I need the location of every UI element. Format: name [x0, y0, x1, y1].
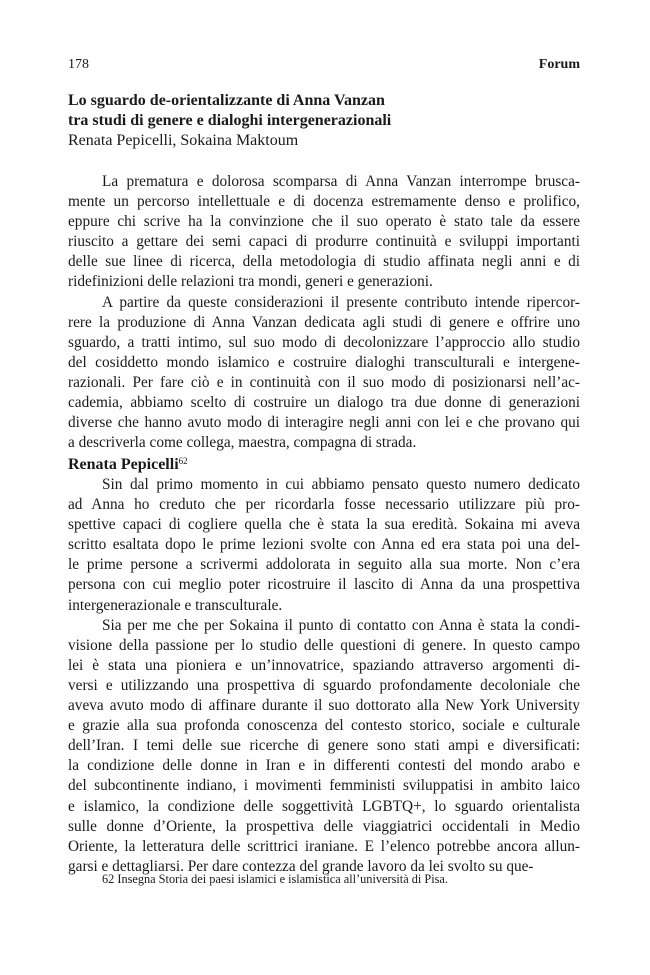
- paragraph: [68, 475, 580, 616]
- text-line: del cosiddetto mondo islamico e costruire dialoghi transculturali e intergene-: [68, 353, 580, 371]
- text-line: scritto esaltata dopo le prime lezioni svolte con Anna ed era stata poi una del-: [68, 536, 580, 554]
- text-line: garsi e dettagliarsi. Per dare contezza del grande lavoro da lei svolto su que-: [68, 857, 534, 875]
- text-line: La prematura e dolorosa scomparsa di Anna Vanzan interrompe brusca-: [102, 173, 580, 190]
- section-body: [68, 475, 580, 877]
- text-line: ridefinizioni delle relazioni tra mondi, generi e generazioni.: [68, 273, 433, 291]
- text-line: eppure chi scrive ha la convinzione che il suo operato è stato tale da essere: [68, 213, 580, 231]
- paragraph: [68, 172, 580, 293]
- text-line: Oriente, la letteratura delle scrittrici iraniane. E l’elenco potrebbe ancora allun-: [68, 837, 580, 855]
- title-line: tra studi di genere e dialoghi intergenerazionali: [68, 112, 392, 129]
- footnote: 62 Insegna Storia dei paesi islamici e islamistica all’università di Pisa.: [102, 872, 448, 886]
- text-line: aveva avuto modo di affinare durante il suo dottorato alla New York University: [68, 697, 580, 715]
- text-line: ad Anna ho creduto che per ricordarla fosse necessario utilizzare più pro-: [68, 496, 580, 514]
- text-line: diverse che hanno avuto modo di interagire negli anni con lei e che provano qui: [68, 414, 580, 432]
- intro-text: [68, 172, 580, 453]
- title-line: Lo sguardo de-orientalizzante di Anna Vanzan: [68, 92, 385, 109]
- section-heading: [68, 451, 580, 475]
- text-line: sguardo, a tratti intimo, sul suo modo di decolonizzare l’approccio allo studio: [68, 333, 580, 351]
- text-line: Sia per me che per Sokaina il punto di contatto con Anna è stata la condi-: [102, 616, 580, 634]
- section-name: Forum: [538, 57, 580, 72]
- text-line: spettive capaci di cogliere quella che è stata la sua eredità. Sokaina mi aveva: [68, 516, 580, 534]
- text-line: riuscito a gettare dei semi capaci di produrre continuità e sviluppi importanti: [68, 233, 580, 251]
- paragraph: [68, 293, 580, 454]
- text-line: razionali. Per fare ciò e in continuità con il suo modo di posizionarsi nell’ac-: [68, 373, 580, 391]
- running-header: [68, 57, 580, 73]
- text-line: A partire da queste considerazioni il presente contributo intende ripercor-: [102, 293, 580, 311]
- paragraph: [68, 616, 580, 877]
- text-line: cademia, abbiamo scelto di costruire un dialogo tra due donne di generazioni: [68, 394, 580, 412]
- footnote-ref: 62: [178, 456, 188, 466]
- article-title: [68, 91, 588, 131]
- text-line: intergenerazionale e transculturale.: [68, 596, 283, 614]
- section-heading-text: Renata Pepicelli: [68, 456, 179, 473]
- text-line: versi e utilizzando una prospettiva di sguardo profondamente decoloniale che: [68, 676, 580, 694]
- text-line: dell’Iran. I temi delle sue ricerche di genere sono stati ampi e diversificati:: [68, 737, 580, 755]
- authors: Renata Pepicelli, Sokaina Maktoum: [68, 132, 299, 149]
- text-line: Sin dal primo momento in cui abbiamo pensato questo numero dedicato: [102, 476, 580, 493]
- text-line: le prime persone a scrivermi addolorata in seguito alla sua morte. Non c’era: [68, 556, 580, 574]
- text-line: del subcontinente indiano, i movimenti femministi sviluppatisi in ambito laico: [68, 777, 580, 795]
- text-line: rere la produzione di Anna Vanzan dedicata agli studi di genere e offrire uno: [68, 313, 580, 331]
- text-line: a descriverla come collega, maestra, compagna di strada.: [68, 434, 417, 452]
- section-renata-pepicelli: [68, 451, 580, 877]
- page-number: 178: [68, 57, 89, 72]
- text-line: persona con cui meglio poter ricostruire il lascito di Anna da una prospettiva: [68, 576, 580, 594]
- text-line: la condizione delle donne in Iran e in differenti contesti del mondo arabo e: [68, 757, 580, 775]
- text-line: mente un percorso intellettuale e di docenza estremamente denso e prolifico,: [68, 193, 580, 211]
- text-line: delle sue linee di ricerca, della metodologia di studio affinata negli anni e di: [68, 253, 580, 271]
- text-line: e islamico, la condizione delle soggettività LGBTQ+, lo sguardo orientalista: [68, 797, 580, 815]
- text-line: sulle donne d’Oriente, la prospettiva delle viaggiatrici occidentali in Medio: [68, 817, 580, 835]
- text-line: lei è stata una pioniera e un’innovatrice, spaziando attraverso argomenti di-: [68, 656, 580, 674]
- text-line: visione della passione per lo studio delle questioni di genere. In questo campo: [68, 636, 580, 654]
- text-line: e grazie alla sua profonda conoscenza del contesto storico, sociale e culturale: [68, 717, 580, 735]
